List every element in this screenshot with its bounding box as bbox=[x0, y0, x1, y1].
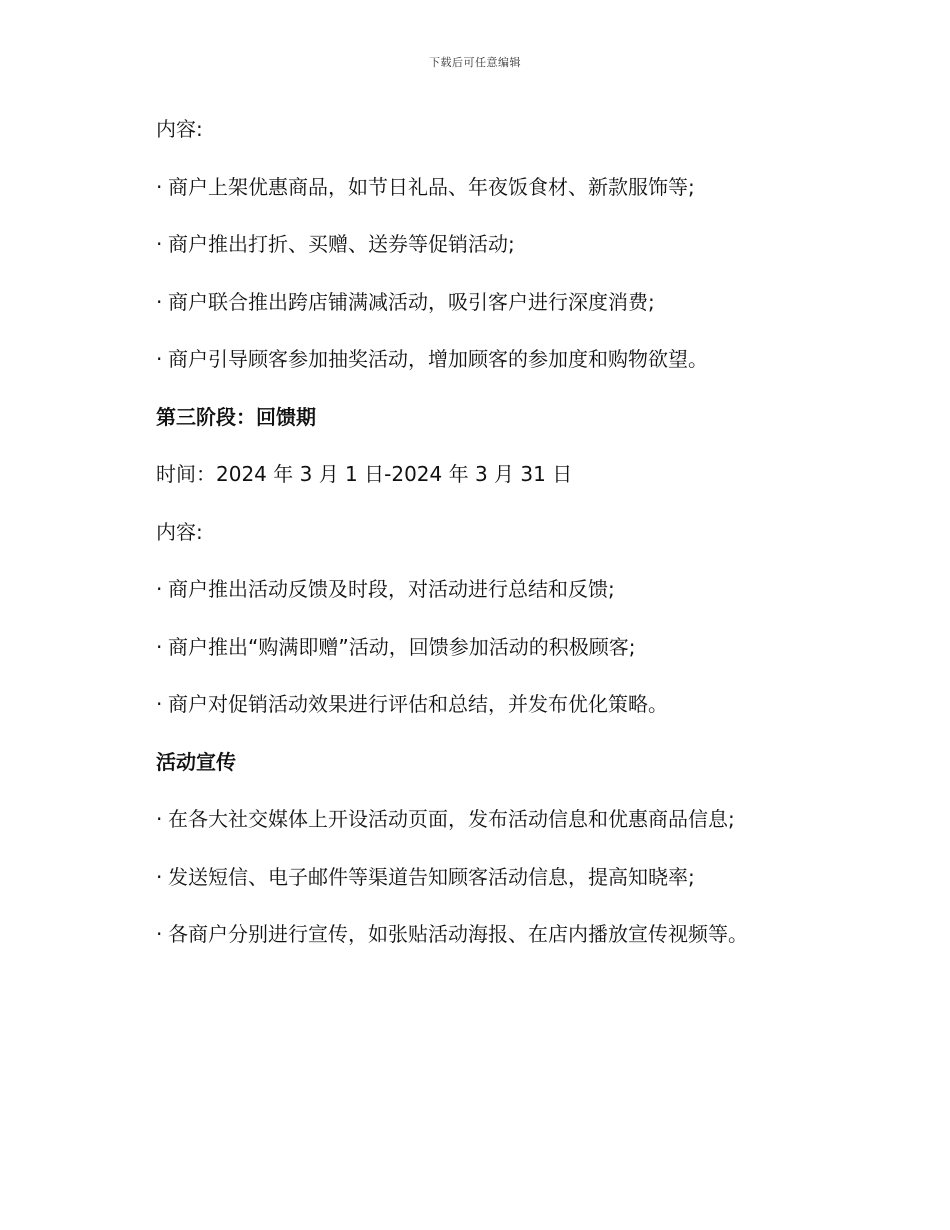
bullet-item bbox=[156, 574, 856, 632]
bullet-item bbox=[156, 689, 856, 747]
bullet-item bbox=[156, 229, 856, 287]
content-label: 内容: bbox=[156, 519, 203, 544]
bullet-text: 商户对促销活动效果进行评估和总结，并发布优化策略。 bbox=[168, 692, 668, 716]
bullet-dot-icon: · bbox=[156, 174, 163, 199]
bullet-text: 商户推出活动反馈及时段，对活动进行总结和反馈; bbox=[168, 577, 615, 601]
bullet-dot-icon: · bbox=[156, 347, 163, 371]
document-body bbox=[156, 114, 856, 977]
bullet-text: 各商户分别进行宣传，如张贴活动海报、在店内播放宣传视频等。 bbox=[168, 922, 748, 946]
bullet-text: 商户上架优惠商品，如节日礼品、年夜饭食材、新款服饰等; bbox=[168, 174, 695, 199]
bullet-dot-icon: · bbox=[156, 232, 163, 256]
bullet-text: 商户联合推出跨店铺满减活动，吸引客户进行深度消费; bbox=[168, 289, 655, 314]
bullet-dot-icon: · bbox=[156, 864, 163, 889]
bullet-dot-icon: · bbox=[156, 692, 163, 716]
bullet-dot-icon: · bbox=[156, 634, 163, 659]
bullet-item bbox=[156, 287, 856, 345]
bullet-text: 发送短信、电子邮件等渠道告知顾客活动信息，提高知晓率; bbox=[168, 864, 695, 889]
time-range: 时间：2024 年 3 月 1 日-2024 年 3 月 31 日 bbox=[156, 462, 573, 486]
page-header: 下载后可任意编辑 bbox=[429, 56, 521, 69]
bullet-item bbox=[156, 344, 856, 402]
bullet-item bbox=[156, 862, 856, 920]
bullet-dot-icon: · bbox=[156, 807, 163, 831]
bullet-item bbox=[156, 632, 856, 690]
bullet-dot-icon: · bbox=[156, 922, 163, 946]
bullet-item bbox=[156, 804, 856, 862]
bullet-item bbox=[156, 919, 856, 977]
section-heading: 活动宣传 bbox=[156, 749, 236, 774]
section-heading: 第三阶段：回馈期 bbox=[156, 404, 316, 429]
bullet-dot-icon: · bbox=[156, 577, 163, 601]
bullet-text: 商户推出打折、买赠、送券等促销活动; bbox=[168, 232, 515, 256]
bullet-text: 商户推出“购满即赠”活动，回馈参加活动的积极顾客; bbox=[168, 634, 636, 659]
bullet-text: 在各大社交媒体上开设活动页面，发布活动信息和优惠商品信息; bbox=[168, 807, 735, 831]
bullet-item bbox=[156, 172, 856, 230]
bullet-dot-icon: · bbox=[156, 289, 163, 314]
content-label: 内容: bbox=[156, 117, 203, 141]
bullet-text: 商户引导顾客参加抽奖活动，增加顾客的参加度和购物欲望。 bbox=[168, 347, 708, 371]
